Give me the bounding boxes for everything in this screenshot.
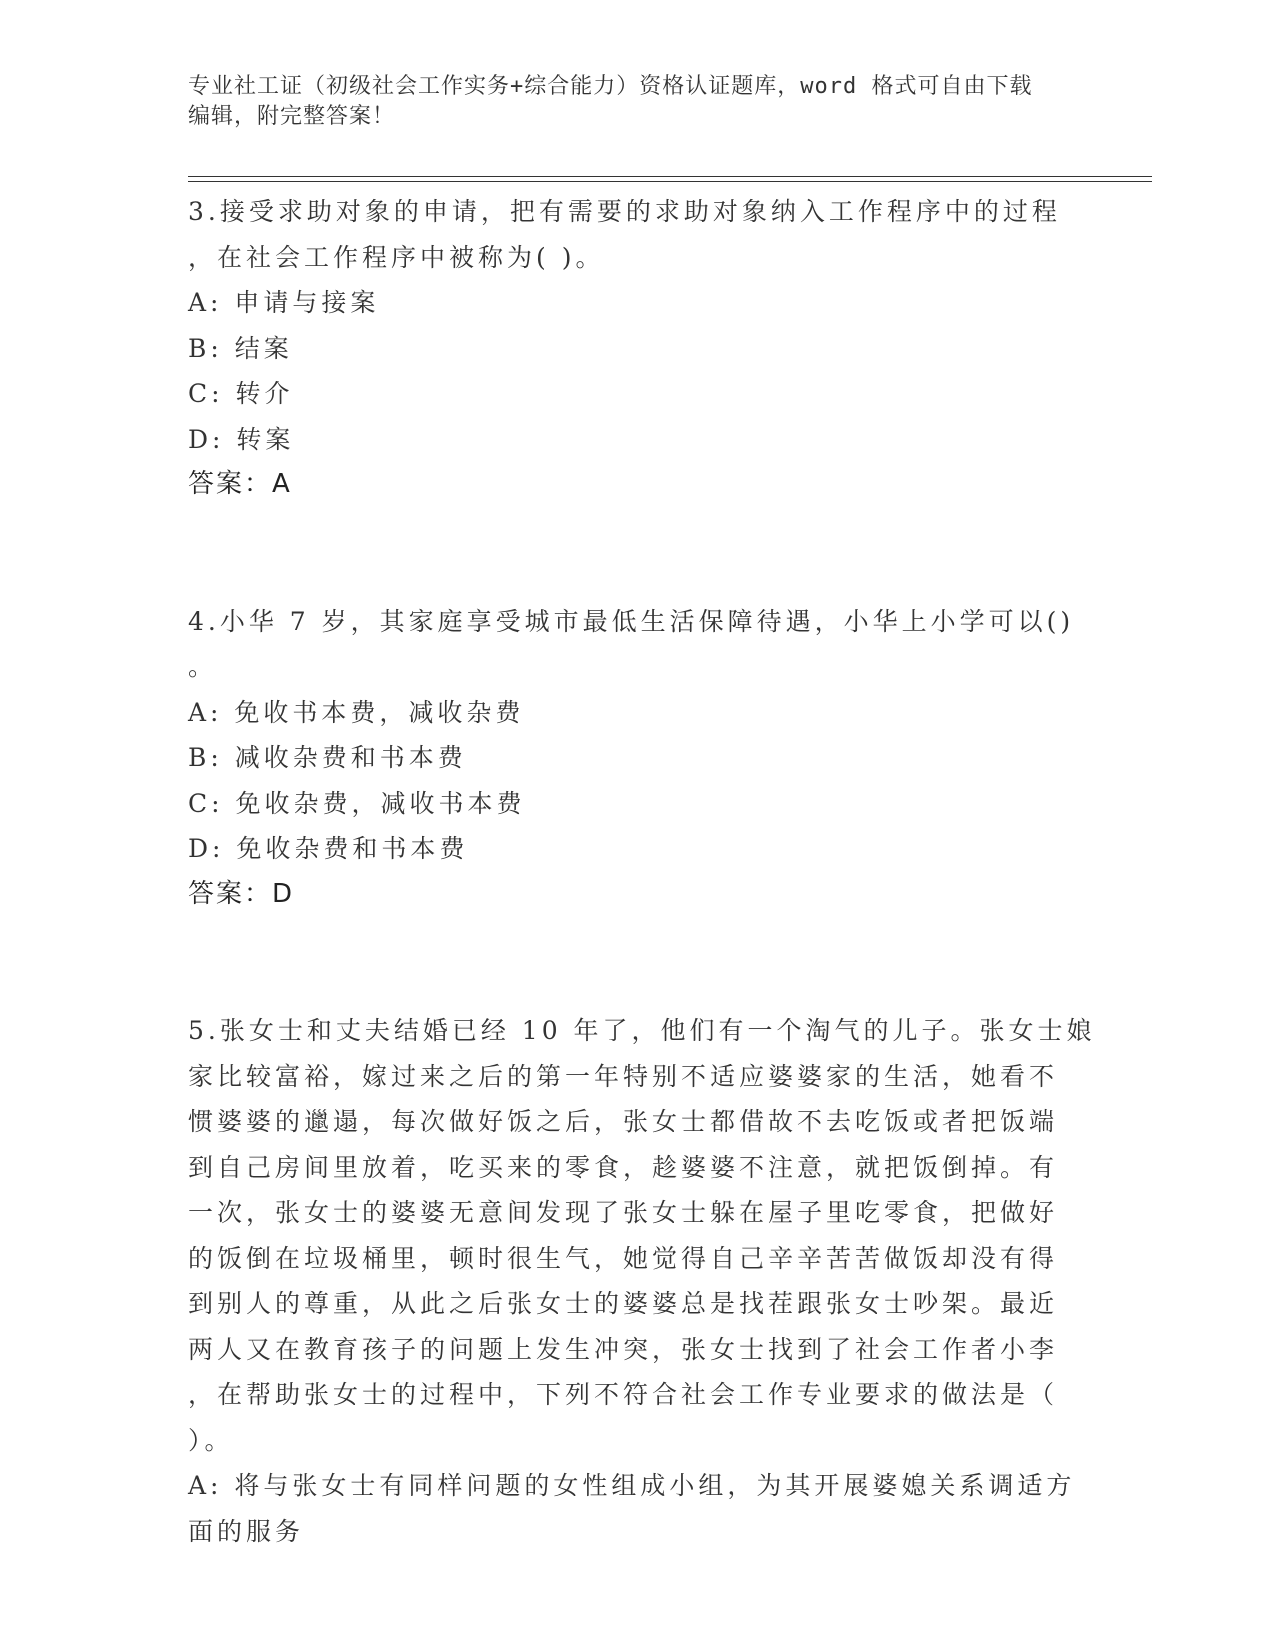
header-rule-top: [188, 176, 1152, 177]
question-4: [188, 599, 1088, 918]
question-3-option-b: B: 结案: [188, 333, 293, 363]
page-header: [188, 72, 1088, 132]
question-5-stem-line-7: 到别人的尊重，从此之后张女士的婆婆总是找茬跟张女士吵架。最近: [188, 1289, 1059, 1318]
question-4-answer: 答案：D: [188, 878, 295, 909]
question-4-option-c: C: 免收杂费，减收书本费: [188, 788, 526, 818]
question-3-stem-line-1: 3.接受求助对象的申请，把有需要的求助对象纳入工作程序中的过程: [188, 197, 1061, 226]
question-5-stem-line-1: 5.张女士和丈夫结婚已经 10 年了，他们有一个淘气的儿子。张女士娘: [188, 1016, 1096, 1045]
question-4-stem-line-2: 。: [188, 652, 218, 681]
header-line-2: 编辑，附完整答案！: [188, 104, 396, 129]
question-4-option-a: A: 免收书本费，减收杂费: [188, 697, 525, 727]
question-3: [188, 189, 1088, 508]
question-list: [188, 189, 1096, 1554]
question-5-stem-line-3: 惯婆婆的邋遢，每次做好饭之后，张女士都借故不去吃饭或者把饭端: [188, 1107, 1059, 1136]
question-3-option-a: A: 申请与接案: [188, 288, 380, 317]
spacer: [188, 963, 1088, 1009]
header-rule-bottom: [188, 181, 1152, 182]
question-5-option-a-line-1: A: 将与张女士有同样问题的女性组成小组，为其开展婆媳关系调适方: [188, 1471, 1076, 1500]
question-5-stem-line-6: 的饭倒在垃圾桶里，顿时很生气，她觉得自己辛辛苦苦做饭却没有得: [188, 1243, 1059, 1273]
question-4-option-b: B: 减收杂费和书本费: [188, 743, 467, 772]
question-5-stem-line-5: 一次，张女士的婆婆无意间发现了张女士躲在屋子里吃零食，把做好: [188, 1198, 1059, 1227]
spacer: [188, 917, 1088, 963]
question-5-stem-line-2: 家比较富裕，嫁过来之后的第一年特别不适应婆婆家的生活，她看不: [188, 1061, 1059, 1091]
question-4-option-d: D: 免收杂费和书本费: [188, 834, 469, 863]
spacer: [188, 508, 1088, 554]
question-5-stem-line-9: ，在帮助张女士的过程中，下列不符合社会工作专业要求的做法是（: [188, 1380, 1059, 1409]
spacer: [188, 553, 1088, 599]
question-5: [188, 1008, 1096, 1554]
question-5-stem-line-4: 到自己房间里放着，吃买来的零食，趁婆婆不注意，就把饭倒掉。有: [188, 1152, 1059, 1182]
header-line-1: 专业社工证（初级社会工作实务+综合能力）资格认证题库，word 格式可自由下载: [188, 74, 1033, 99]
question-3-option-d: D: 转案: [188, 424, 295, 454]
question-5-stem-line-8: 两人又在教育孩子的问题上发生冲突，张女士找到了社会工作者小李: [188, 1334, 1059, 1364]
question-5-option-a-line-2: 面的服务: [188, 1516, 305, 1546]
question-3-stem-line-2: ，在社会工作程序中被称为( )。: [188, 242, 605, 272]
question-3-answer: 答案：A: [188, 469, 292, 499]
question-4-stem-line-1: 4.小华 7 岁，其家庭享受城市最低生活保障待遇，小华上小学可以(): [188, 606, 1075, 636]
question-5-stem-line-10: ）。: [188, 1425, 234, 1455]
question-3-option-c: C: 转介: [188, 379, 294, 408]
